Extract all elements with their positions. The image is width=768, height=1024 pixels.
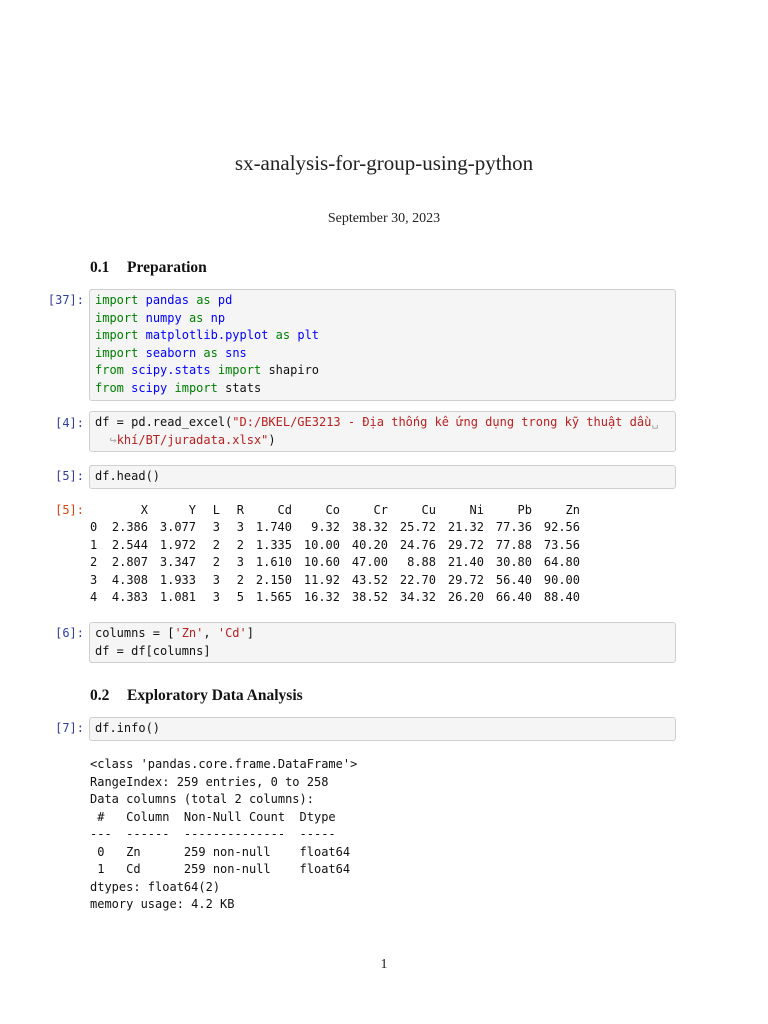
table-header-cell: Ni bbox=[469, 502, 484, 517]
string-literal: khí/BT/juradata.xlsx" bbox=[116, 432, 269, 447]
code-line bbox=[95, 327, 670, 345]
imported-name: shapiro bbox=[268, 363, 320, 377]
keyword: from bbox=[95, 380, 124, 395]
module-alias: sns bbox=[225, 345, 247, 360]
module-name: scipy bbox=[131, 380, 168, 395]
dataframe-output-table bbox=[90, 501, 580, 606]
table-cell: 43.52 bbox=[351, 572, 388, 587]
output-prompt: [5]: bbox=[55, 503, 84, 517]
input-prompt: [5]: bbox=[55, 469, 84, 483]
row-index-cell: 1 bbox=[90, 537, 98, 552]
table-cell: 77.88 bbox=[495, 537, 532, 552]
keyword: from bbox=[95, 363, 124, 377]
table-cell: 2.150 bbox=[255, 572, 292, 587]
table-cell: 2 bbox=[236, 572, 244, 587]
table-cell: 3 bbox=[212, 520, 220, 535]
code-line bbox=[95, 310, 670, 328]
table-cell: 21.40 bbox=[447, 555, 484, 570]
string-literal: 'Zn' bbox=[174, 626, 204, 640]
code-cell-info[interactable] bbox=[89, 717, 676, 741]
code-source: df.head() bbox=[95, 469, 161, 483]
keyword: import bbox=[95, 345, 139, 360]
keyword: as bbox=[275, 328, 291, 342]
table-row bbox=[90, 536, 580, 554]
table-cell: 3 bbox=[212, 572, 220, 587]
code-source bbox=[95, 292, 670, 397]
table-cell: 66.40 bbox=[495, 590, 532, 605]
code-text: columns = [ bbox=[95, 626, 175, 640]
code-line bbox=[95, 292, 670, 310]
table-cell: 3 bbox=[236, 520, 244, 535]
continuation-arrow-icon: ↪ bbox=[109, 432, 117, 447]
table-header-cell: L bbox=[212, 502, 220, 517]
code-cell-head[interactable] bbox=[89, 465, 676, 489]
table-cell: 2 bbox=[212, 555, 220, 570]
table-header-row bbox=[90, 501, 580, 519]
table-header-cell: Zn bbox=[565, 502, 580, 517]
table-header-cell: X bbox=[140, 502, 148, 517]
table-cell: 22.70 bbox=[399, 572, 436, 587]
table-row bbox=[90, 589, 580, 607]
table-cell: 2.544 bbox=[111, 537, 148, 552]
table-cell: 56.40 bbox=[495, 572, 532, 587]
module-alias: plt bbox=[297, 328, 320, 342]
info-output-text: <class 'pandas.core.frame.DataFrame'> RangeIndex: 259 entries, 0 to 258 Data columns (total 2 columns): # Column Non-Null Count Dtype --- ------ -------------- ----- 0 Zn 259 non-null float64 1 Cd 259 non-null float64 dtypes: float64(2) memory usage: 4.2 KB bbox=[90, 757, 358, 911]
table-cell: 4.308 bbox=[111, 572, 148, 587]
input-prompt: [6]: bbox=[55, 626, 84, 640]
table-cell: 1.933 bbox=[159, 572, 196, 587]
keyword: as bbox=[188, 310, 204, 325]
table-cell: 38.52 bbox=[351, 590, 388, 605]
table-cell: 1.565 bbox=[255, 590, 292, 605]
table-cell: 47.00 bbox=[351, 555, 388, 570]
table-cell: 77.36 bbox=[495, 520, 532, 535]
keyword: import bbox=[174, 380, 218, 395]
table-cell: 3 bbox=[212, 590, 220, 605]
table-cell: 4.383 bbox=[111, 590, 148, 605]
table-cell: 34.32 bbox=[399, 590, 436, 605]
table-cell: 64.80 bbox=[543, 555, 580, 570]
table-row bbox=[90, 519, 580, 537]
code-source bbox=[95, 414, 670, 449]
table-cell: 26.20 bbox=[447, 590, 484, 605]
table-cell: 1.081 bbox=[159, 590, 196, 605]
row-index-cell: 2 bbox=[90, 555, 98, 570]
table-header-cell: Pb bbox=[517, 502, 532, 517]
table-header-cell: Y bbox=[188, 502, 196, 517]
page-number: 1 bbox=[380, 957, 388, 972]
code-cell-columns[interactable] bbox=[89, 622, 676, 663]
table-cell: 10.00 bbox=[303, 537, 340, 552]
code-cell-read-excel[interactable] bbox=[89, 411, 676, 452]
input-prompt: [7]: bbox=[55, 721, 84, 735]
table-cell: 1.740 bbox=[255, 520, 292, 535]
table-cell: 3.077 bbox=[159, 520, 196, 535]
keyword: import bbox=[95, 328, 139, 342]
section-title: Preparation bbox=[127, 259, 207, 276]
row-index-cell: 3 bbox=[90, 572, 98, 587]
code-source: df.info() bbox=[95, 721, 161, 735]
document-date: September 30, 2023 bbox=[327, 211, 441, 226]
table-cell: 29.72 bbox=[447, 537, 484, 552]
table-cell: 21.32 bbox=[447, 520, 484, 535]
code-source bbox=[95, 625, 670, 660]
table-cell: 40.20 bbox=[351, 537, 388, 552]
document-title: sx-analysis-for-group-using-python bbox=[234, 151, 534, 175]
code-text: ) bbox=[268, 432, 276, 447]
code-text: ] bbox=[246, 626, 254, 640]
table-cell: 1.610 bbox=[255, 555, 292, 570]
table-cell: 11.92 bbox=[303, 572, 340, 587]
table-header-cell: Cr bbox=[373, 502, 388, 517]
code-text: df = df[columns] bbox=[95, 643, 211, 658]
table-cell: 24.76 bbox=[399, 537, 436, 552]
module-alias: pd bbox=[217, 293, 233, 307]
keyword: as bbox=[196, 293, 211, 307]
module-alias: np bbox=[210, 310, 226, 325]
table-cell: 25.72 bbox=[399, 520, 436, 535]
table-cell: 38.32 bbox=[351, 520, 388, 535]
table-header-cell bbox=[90, 501, 100, 519]
table-cell: 2.807 bbox=[111, 555, 148, 570]
table-cell: 10.60 bbox=[303, 555, 340, 570]
section-heading-eda bbox=[90, 687, 303, 705]
table-header-cell: Co bbox=[325, 502, 340, 517]
module-name: matplotlib.pyplot bbox=[145, 328, 269, 342]
module-name: scipy.stats bbox=[131, 363, 211, 377]
module-name: numpy bbox=[145, 310, 182, 325]
table-cell: 3 bbox=[236, 555, 244, 570]
keyword: import bbox=[95, 310, 139, 325]
section-number: 0.2 bbox=[90, 687, 110, 704]
table-row bbox=[90, 571, 580, 589]
table-cell: 3.347 bbox=[159, 555, 196, 570]
table-cell: 73.56 bbox=[543, 537, 580, 552]
string-literal: "D:/BKEL/GE3213 - Địa thống kê ứng dụng trong kỹ thuật dầu bbox=[232, 415, 652, 429]
section-heading-preparation bbox=[90, 259, 207, 277]
imported-name: stats bbox=[225, 380, 262, 395]
keyword: as bbox=[203, 345, 218, 360]
code-cell-imports[interactable] bbox=[89, 289, 676, 401]
table-cell: 5 bbox=[236, 590, 244, 605]
table-cell: 16.32 bbox=[303, 590, 340, 605]
module-name: pandas bbox=[145, 293, 189, 307]
table-cell: 2.386 bbox=[111, 520, 148, 535]
keyword: import bbox=[217, 363, 262, 377]
section-title: Exploratory Data Analysis bbox=[127, 687, 303, 704]
table-cell: 1.972 bbox=[159, 537, 196, 552]
table-header-cell: Cd bbox=[277, 502, 292, 517]
input-prompt: [4]: bbox=[55, 416, 84, 430]
code-line bbox=[95, 362, 670, 380]
table-cell: 2 bbox=[236, 537, 244, 552]
input-prompt: [37]: bbox=[47, 293, 84, 307]
table-cell: 2 bbox=[212, 537, 220, 552]
code-line bbox=[95, 380, 670, 398]
string-literal: 'Cd' bbox=[217, 626, 247, 640]
code-line bbox=[95, 345, 670, 363]
table-cell: 9.32 bbox=[311, 520, 340, 535]
table-cell: 92.56 bbox=[543, 520, 580, 535]
keyword: import bbox=[95, 293, 139, 307]
table-row bbox=[90, 554, 580, 572]
line-wrap-marker: ␣ bbox=[651, 415, 659, 429]
table-cell: 8.88 bbox=[407, 555, 436, 570]
code-text: df = pd.read_excel( bbox=[95, 415, 233, 429]
table-cell: 88.40 bbox=[543, 590, 580, 605]
section-number: 0.1 bbox=[90, 259, 110, 276]
row-index-cell: 4 bbox=[90, 590, 98, 605]
code-text: , bbox=[203, 626, 218, 640]
table-cell: 29.72 bbox=[447, 572, 484, 587]
module-name: seaborn bbox=[145, 345, 197, 360]
table-header-cell: R bbox=[236, 502, 244, 517]
table-header-cell: Cu bbox=[421, 502, 436, 517]
table-cell: 90.00 bbox=[543, 572, 580, 587]
row-index-cell: 0 bbox=[90, 520, 98, 535]
table-cell: 30.80 bbox=[495, 555, 532, 570]
table-cell: 1.335 bbox=[255, 537, 292, 552]
